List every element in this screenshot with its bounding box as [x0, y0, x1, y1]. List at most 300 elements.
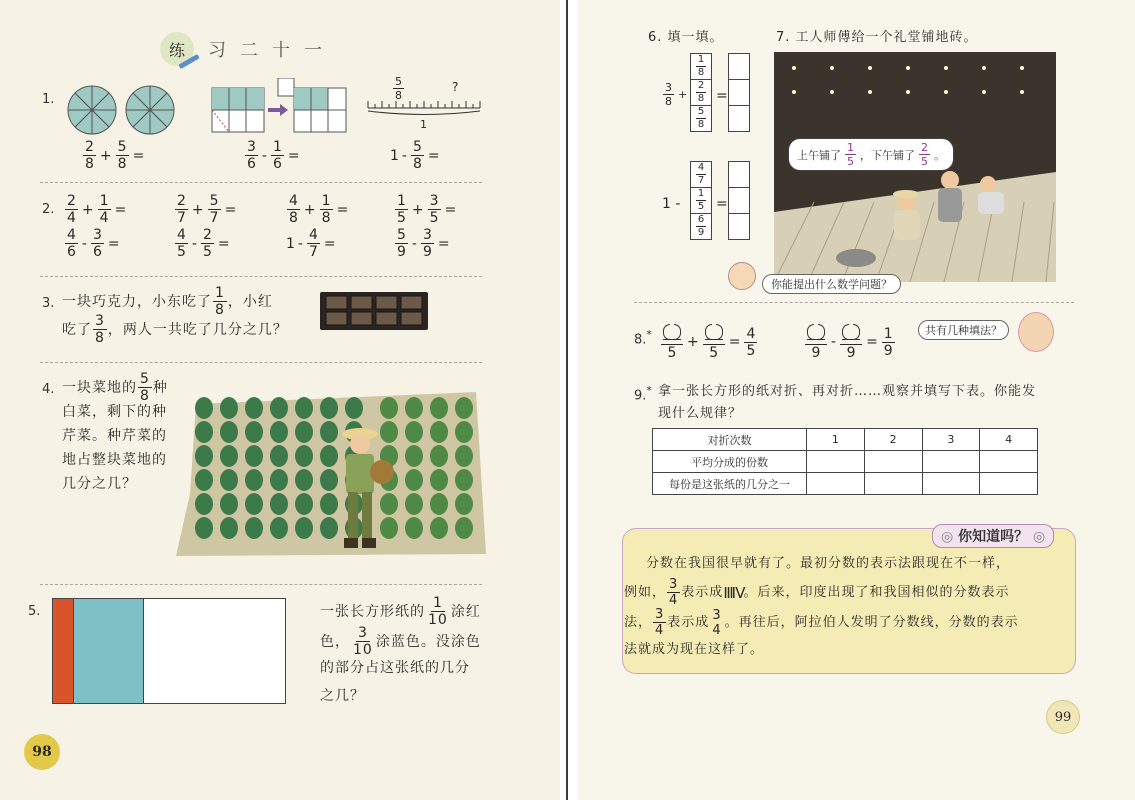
q4-line2: 白菜，剩下的种	[62, 404, 167, 420]
vegetable	[245, 517, 263, 539]
chocolate-piece	[326, 296, 347, 309]
number-line	[366, 76, 482, 132]
vegetable	[430, 517, 448, 539]
blank-input[interactable]	[842, 324, 860, 340]
angel-icon	[728, 262, 756, 290]
answer-cell[interactable]	[728, 213, 750, 240]
vegetable	[220, 397, 238, 419]
vegetable	[195, 397, 213, 419]
know-line3	[624, 608, 1019, 637]
text-segment: 。再往后，阿拉伯人发明了分数线，分数的表示	[724, 614, 1019, 630]
fraction: $\frac{6}{9}$	[697, 214, 705, 238]
ceiling-light	[792, 90, 796, 94]
fraction: $\frac{5}{8}$	[412, 139, 422, 172]
know-line4: 法就成为现在这样了。	[624, 642, 765, 657]
blank-fraction[interactable]: 5	[703, 324, 725, 360]
cherub-icon	[1018, 312, 1054, 352]
fraction: $\frac{4}{6}$	[67, 227, 76, 260]
q9-line1: 拿一张长方形的纸对折、再对折……观察并填写下表。你能发	[658, 384, 1037, 399]
vegetable	[220, 493, 238, 515]
ceiling-light	[944, 66, 948, 70]
q9-line2: 现什么规律？	[658, 406, 743, 421]
did-you-know-title	[932, 524, 1054, 548]
q1-expression	[82, 140, 144, 171]
operator: +	[303, 201, 316, 218]
fraction: $\frac{1}{8}$	[215, 285, 225, 318]
fraction: $\frac{2}{7}$	[177, 193, 186, 226]
vegetable	[195, 493, 213, 515]
fraction: $\frac{4}{7}$	[308, 227, 318, 260]
q2-number: 2.	[42, 202, 55, 217]
ruler-brace	[368, 111, 480, 115]
chocolate-piece	[376, 296, 397, 309]
table-cell[interactable]	[922, 451, 980, 473]
q3-line2	[62, 314, 288, 345]
fraction: $\frac{2}{5}$	[202, 227, 212, 260]
operator: =	[427, 147, 440, 164]
table-row	[653, 451, 1038, 473]
fraction: $\frac{5}{8}$	[140, 371, 150, 404]
q2-expression	[64, 228, 120, 259]
fraction: 3 4	[712, 607, 722, 638]
vegetable	[405, 493, 423, 515]
operator: =	[444, 201, 457, 218]
vegetable	[220, 421, 238, 443]
ceiling-light	[944, 90, 948, 94]
vegetable	[195, 421, 213, 443]
right-page	[578, 0, 1135, 800]
page-number-badge	[1046, 700, 1080, 734]
text-segment: 上午铺了	[797, 148, 841, 162]
q2-expression	[394, 228, 450, 259]
vegetable	[455, 469, 473, 491]
fraction: $\frac{5}{9}$	[397, 227, 406, 260]
chocolate-piece	[351, 312, 372, 325]
operator: +	[81, 201, 94, 218]
chocolate-bar-image	[320, 292, 430, 332]
blue-part	[74, 599, 144, 703]
fraction: $\frac{1}{5}$	[847, 141, 854, 168]
table-cell[interactable]	[922, 473, 980, 495]
divider	[40, 362, 482, 363]
answer-cell[interactable]	[728, 79, 750, 106]
know-line1: 分数在我国很早就有了。最初分数的表示法跟现在不一样，	[646, 556, 1011, 571]
ceiling-light	[830, 90, 834, 94]
bullet-icon: ◎	[1032, 529, 1046, 545]
operator: -	[261, 147, 267, 164]
q3-number: 3.	[42, 296, 55, 311]
q5-line2	[320, 626, 481, 657]
vegetable	[320, 517, 338, 539]
operator: +	[411, 201, 424, 218]
q5-number: 5.	[28, 604, 41, 619]
vegetable	[195, 445, 213, 467]
chocolate-piece	[401, 296, 422, 309]
table-cell[interactable]	[807, 473, 865, 495]
vegetable	[405, 517, 423, 539]
divider	[40, 584, 482, 585]
chocolate-piece	[351, 296, 372, 309]
text-segment: 吃了	[62, 321, 92, 338]
q4-line4: 地占整块菜地的	[62, 452, 167, 468]
vegetable	[245, 397, 263, 419]
fraction: $\frac{3}{4}$	[669, 577, 679, 608]
divider	[634, 302, 1074, 303]
exercise-title	[160, 32, 370, 66]
vegetable	[270, 493, 288, 515]
operator: =	[132, 147, 145, 164]
fraction: $\frac{2}{8}$	[85, 139, 94, 172]
vegetable	[270, 469, 288, 491]
q2-expression	[64, 194, 126, 225]
operator: =	[728, 334, 741, 350]
ceiling-light	[982, 66, 986, 70]
vegetable	[430, 421, 448, 443]
vegetable	[430, 397, 448, 419]
ruler-scale	[366, 98, 482, 120]
row-label: 平均分成的份数	[653, 451, 807, 473]
operator: =	[287, 147, 300, 164]
q6-fraction-column-1	[690, 54, 712, 132]
text-segment: ，两人一共吃了几分之几？	[107, 321, 288, 338]
vegetable	[320, 397, 338, 419]
q8-expr1	[660, 324, 758, 360]
q1-expression	[390, 140, 440, 171]
page-gutter	[566, 0, 568, 800]
table-row	[653, 429, 1038, 451]
operator: +	[191, 201, 204, 218]
vegetable	[220, 469, 238, 491]
vegetable	[195, 517, 213, 539]
equals-sign: =	[716, 196, 728, 212]
circle-diagrams	[66, 84, 176, 136]
fraction: $\frac{5}{8}$	[697, 106, 705, 130]
table-header: 2	[864, 429, 922, 451]
ceiling-light	[906, 90, 910, 94]
vegetable	[430, 469, 448, 491]
q8-bubble-text: 共有几种填法？	[925, 324, 1002, 337]
title-badge	[160, 32, 194, 66]
fraction: $\frac{3}{8}$	[95, 313, 105, 346]
q6-answer-column-1	[728, 54, 750, 132]
operator: =	[107, 235, 120, 252]
q6-label: 6. 填一填。	[648, 30, 724, 45]
table-header: 4	[980, 429, 1038, 451]
fraction-cell	[690, 213, 712, 240]
q8-bubble	[918, 320, 1009, 340]
table-cell[interactable]	[864, 451, 922, 473]
q2-expression	[174, 228, 230, 259]
table-header: 对折次数	[653, 429, 807, 451]
fraction: $\frac{1}{9}$	[883, 325, 893, 359]
q6-answer-column-2	[728, 162, 750, 240]
q8-number: 8.*	[634, 328, 652, 348]
speech-bubble	[788, 138, 954, 171]
q2-expression	[394, 194, 456, 225]
ceiling-light	[982, 90, 986, 94]
ceiling-light	[868, 90, 872, 94]
ceiling-light	[830, 66, 834, 70]
text-segment: 法，	[624, 614, 653, 630]
ruler-label: 1	[420, 118, 427, 131]
blank-input[interactable]	[705, 324, 723, 340]
vegetable	[455, 397, 473, 419]
vegetable	[295, 445, 313, 467]
ask-bubble	[762, 274, 901, 294]
vegetable	[245, 421, 263, 443]
vegetable	[270, 517, 288, 539]
operator: =	[866, 334, 878, 350]
vegetable	[455, 445, 473, 467]
title-char: 一	[304, 40, 322, 61]
title-text: 你知道吗？	[958, 529, 1029, 545]
operator: -	[81, 235, 87, 252]
q6-op1	[662, 82, 687, 107]
vegetable	[455, 493, 473, 515]
vegetable	[270, 445, 288, 467]
fraction: $\frac{1}{5}$	[697, 188, 705, 212]
q2-expression	[286, 194, 348, 225]
title-char: 练	[168, 40, 185, 60]
q5-line4: 之几？	[320, 688, 365, 704]
fraction: $\frac{1}{5}$	[397, 193, 406, 226]
divider	[40, 182, 482, 183]
vegetable	[270, 421, 288, 443]
fraction: $\frac{3}{4}$	[655, 607, 665, 638]
operator: =	[336, 201, 349, 218]
operator: =	[224, 201, 237, 218]
q6-op2: 1 -	[662, 196, 681, 212]
operator: +	[99, 147, 112, 164]
q3-line1	[62, 286, 273, 317]
fold-table	[652, 428, 1038, 495]
vegetable	[345, 397, 363, 419]
answer-cell[interactable]	[728, 187, 750, 214]
ceiling-light	[1020, 66, 1024, 70]
q5-line3: 的部分占这张纸的几分	[320, 660, 470, 676]
vegetable	[295, 517, 313, 539]
fraction: $\frac{3}{6}$	[92, 227, 102, 260]
q7-label: 7. 工人师傅给一个礼堂铺地砖。	[776, 30, 978, 45]
operator: -	[191, 235, 197, 252]
fraction: $\frac{2}{5}$	[921, 141, 928, 168]
blank-fraction[interactable]: 5	[661, 324, 683, 360]
title-char: 十	[272, 40, 290, 61]
q4-line3: 芹菜。种芹菜的	[62, 428, 167, 444]
chocolate-piece	[326, 312, 347, 325]
operator: -	[401, 147, 407, 164]
operator: +	[687, 334, 699, 350]
table-row	[653, 473, 1038, 495]
vegetable	[380, 397, 398, 419]
vegetable	[270, 397, 288, 419]
tally-mark: ⅢⅣ	[723, 583, 744, 602]
vegetable	[195, 469, 213, 491]
operator: -	[411, 235, 417, 252]
table-cell[interactable]	[864, 473, 922, 495]
text-segment: 涂蓝色。没涂色	[375, 633, 481, 650]
fraction: $\frac{5}{8}$	[117, 139, 127, 172]
vegetable	[245, 493, 263, 515]
know-line2	[624, 578, 1010, 607]
text-segment: 一张长方形纸的	[320, 603, 425, 620]
vegetable	[455, 517, 473, 539]
q2-expression	[174, 194, 236, 225]
operator: =	[114, 201, 127, 218]
fraction: $\frac{1}{6}$	[272, 139, 282, 172]
operator: =	[323, 235, 336, 252]
q5-line1	[320, 596, 481, 627]
q8-expr2	[804, 324, 896, 360]
operator: +	[678, 88, 688, 101]
blank-fraction[interactable]: 9	[805, 324, 827, 360]
fraction: $\frac{4}{5}$	[177, 227, 186, 260]
vegetable	[245, 469, 263, 491]
text-segment: 一块菜地的	[62, 379, 137, 396]
ruler-question: ?	[452, 80, 459, 94]
page-number: 98	[32, 744, 52, 760]
vegetable	[380, 493, 398, 515]
vegetable	[295, 469, 313, 491]
fraction: $\frac{4}{7}$	[697, 162, 705, 186]
ceiling-light	[868, 66, 872, 70]
answer-cell[interactable]	[728, 53, 750, 80]
blank-fraction[interactable]: 9	[840, 324, 862, 360]
table-header: 1	[807, 429, 865, 451]
vegetable	[455, 421, 473, 443]
vegetable	[380, 421, 398, 443]
left-page	[0, 0, 560, 800]
fraction: $\frac{1}{8}$	[321, 193, 331, 226]
vegetable-field-image	[176, 384, 488, 564]
vegetable	[295, 421, 313, 443]
row-label: 每份是这张纸的几分之一	[653, 473, 807, 495]
fraction-cell	[690, 161, 712, 188]
divider	[40, 276, 482, 277]
q1-number: 1.	[42, 92, 55, 107]
ask-text: 你能提出什么数学问题？	[771, 278, 892, 291]
fraction: $\frac{3}{5}$	[429, 193, 439, 226]
page-number: 99	[1054, 709, 1072, 725]
fraction: $\frac{3}{10}$	[353, 625, 373, 658]
blank-input[interactable]	[663, 324, 681, 340]
fraction: $\frac{3}{9}$	[422, 227, 432, 260]
text-segment: 表示成	[681, 584, 724, 600]
text-segment: 。	[934, 148, 945, 162]
fraction: $\frac{1}{10}$	[428, 595, 448, 628]
operator: 1	[390, 147, 399, 164]
chocolate-piece	[401, 312, 422, 325]
vegetable	[405, 469, 423, 491]
vegetable	[405, 445, 423, 467]
table-cell[interactable]	[807, 451, 865, 473]
blank-input[interactable]	[807, 324, 825, 340]
fraction: $\frac{5}{8}$	[395, 75, 402, 102]
operator: -	[297, 235, 303, 252]
vegetable	[430, 493, 448, 515]
red-part	[53, 599, 74, 703]
vegetable	[320, 421, 338, 443]
paper-strip	[52, 598, 286, 704]
chocolate-piece	[376, 312, 397, 325]
title-char: 习	[208, 40, 226, 61]
fraction: $\frac{1}{8}$	[697, 54, 705, 78]
q2-expression	[286, 228, 336, 259]
fraction: $\frac{2}{8}$	[697, 80, 705, 104]
text-segment: 表示成	[667, 614, 710, 630]
table-header: 3	[922, 429, 980, 451]
vegetable	[295, 493, 313, 515]
ceiling-light	[792, 66, 796, 70]
ceiling-light	[906, 66, 910, 70]
fraction: $\frac{1}{4}$	[99, 193, 109, 226]
fraction-cell	[690, 105, 712, 132]
vegetable	[405, 397, 423, 419]
fraction: $\frac{4}{5}$	[746, 325, 756, 359]
vegetable	[220, 445, 238, 467]
bubble-text	[797, 142, 945, 167]
vegetable	[320, 469, 338, 491]
vegetable	[320, 493, 338, 515]
fraction: $\frac{5}{7}$	[209, 193, 219, 226]
page-number-badge	[24, 734, 60, 770]
operator: -	[831, 334, 837, 350]
q9-number: 9.*	[634, 384, 652, 404]
bullet-icon: ◎	[941, 529, 954, 545]
text-segment: 色，	[320, 633, 350, 650]
text-segment: 。后来，印度出现了和我国相似的分数表示	[743, 584, 1010, 600]
table-cell[interactable]	[980, 473, 1038, 495]
q6-fraction-column-2	[690, 162, 712, 240]
equals-sign: =	[716, 88, 728, 104]
fraction-cell	[690, 53, 712, 80]
q1-expressions	[0, 140, 560, 180]
fraction-cell	[690, 187, 712, 214]
operator: =	[437, 235, 450, 252]
q4-number: 4.	[42, 382, 55, 397]
operator: 1	[286, 235, 295, 252]
fraction-cell	[690, 79, 712, 106]
fraction: $\frac{3}{8}$	[665, 81, 672, 108]
text-segment: 涂红	[450, 603, 481, 620]
vegetable	[320, 445, 338, 467]
text-segment: ，小红	[227, 293, 273, 310]
vegetable	[430, 445, 448, 467]
answer-cell[interactable]	[728, 161, 750, 188]
title-char: 二	[240, 40, 258, 61]
text-segment: 种	[152, 379, 168, 396]
text-segment: 一块巧克力，小东吃了	[62, 293, 212, 310]
q1-expression	[244, 140, 300, 171]
operator: =	[217, 235, 230, 252]
fraction: $\frac{4}{8}$	[289, 193, 298, 226]
table-cell[interactable]	[980, 451, 1038, 473]
answer-cell[interactable]	[728, 105, 750, 132]
grid-diagram	[210, 78, 350, 138]
vegetable	[245, 445, 263, 467]
vegetable	[405, 421, 423, 443]
q4-line5: 几分之几？	[62, 476, 137, 492]
vegetable	[220, 517, 238, 539]
ceiling-light	[1020, 90, 1024, 94]
q2-expressions	[0, 190, 560, 270]
text-segment: ，下午铺了	[860, 148, 915, 162]
fraction: $\frac{2}{4}$	[67, 193, 76, 226]
vegetable	[295, 397, 313, 419]
text-segment: 例如，	[624, 584, 667, 600]
q4-line1	[62, 372, 168, 403]
vegetable	[380, 517, 398, 539]
